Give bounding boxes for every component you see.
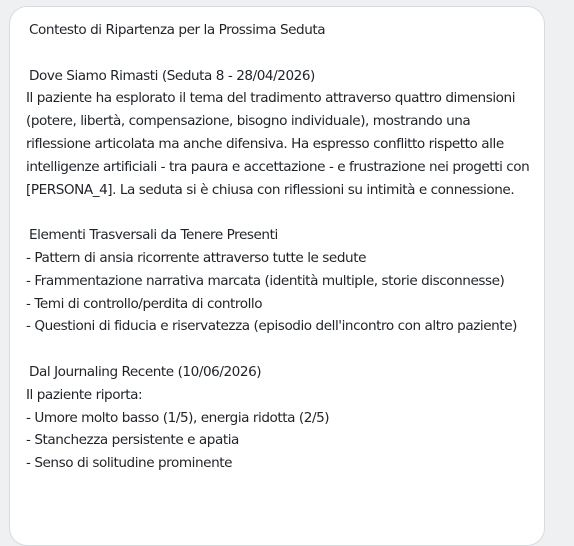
list-item: - Senso di solitudine prominente [26,455,233,472]
list-item: - Frammentazione narrativa marcata (identità multiple, storie disconnesse) [26,272,505,289]
section-heading-journaling: Dal Journaling Recente (10/06/2026) [29,363,262,380]
list-item: - Umore molto basso (1/5), energia ridotta (2/5) [26,409,330,426]
cross-elements-list [26,247,532,338]
spacer [26,42,532,65]
message-title: Contesto di Ripartenza per la Prossima Seduta [29,22,326,38]
spacer [26,338,532,361]
spacer [26,201,532,224]
message-content [26,19,532,475]
journaling-list [26,407,532,475]
list-item: - Stanchezza persistente e apatia [26,432,239,449]
section-body-where-we-left: Il paziente ha esplorato il tema del tradimento attraverso quattro dimensioni (potere, libertà, compensazione, bisogno individuale), mostrando una riflessione articolata ma anche difensiva. Ha espresso conflitto rispetto alle intelligenze artificiali - tra paura e accettazione - e frustrazione nei progetti con [PERSONA_4]. La seduta si è chiusa con riflessioni su intimità e connessione. [26,90,530,198]
list-item: - Questioni di fiducia e riservatezza (episodio dell'incontro con altro paziente) [26,318,517,335]
list-item: - Temi di controllo/perdita di controllo [26,295,263,312]
list-item: - Pattern di ansia ricorrente attraverso tutte le sedute [26,249,366,266]
section-heading-where-we-left: Dove Siamo Rimasti (Seduta 8 - 28/04/2026) [29,67,315,84]
message-card [9,6,545,546]
journaling-intro: Il paziente riporta: [26,386,143,403]
section-heading-cross-elements: Elementi Trasversali da Tenere Presenti [29,227,278,244]
